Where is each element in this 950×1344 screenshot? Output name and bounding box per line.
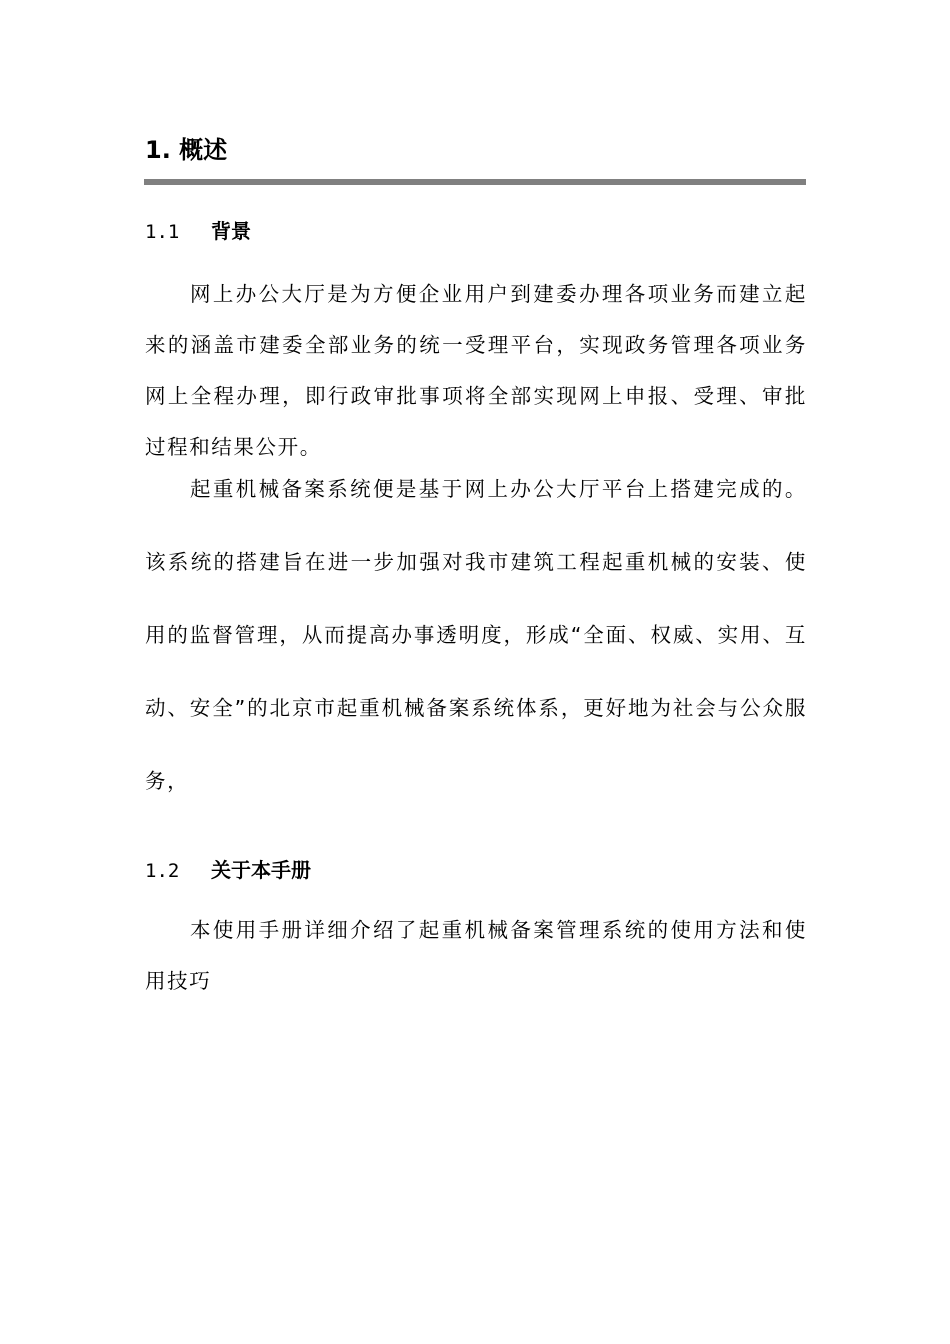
section-title: 背景 [211,219,251,243]
chapter-divider [144,179,806,185]
section-heading-background [145,217,251,246]
section-title: 关于本手册 [211,858,311,882]
section-number: 1.2 [145,860,180,882]
background-paragraph-1: 网上办公大厅是为方便企业用户到建委办理各项业务而建立起来的涵盖市建委全部业务的统一受理平台，实现政务管理各项业务网上全程办理，即行政审批事项将全部实现网上申报、受理、审批过程和结果公开。 [145,282,807,459]
chapter-title: 1. 概述 [145,136,228,164]
section-number: 1.1 [145,221,180,243]
about-manual-paragraph: 本使用手册详细介绍了起重机械备案管理系统的使用方法和使用技巧 [145,918,807,993]
background-paragraph-2: 起重机械备案系统便是基于网上办公大厅平台上搭建完成的。该系统的搭建旨在进一步加强对我市建筑工程起重机械的安装、使用的监督管理，从而提高办事透明度，形成“全面、权威、实用、互动、安全”的北京市起重机械备案系统体系，更好地为社会与公众服务， [145,477,807,793]
section-heading-about-manual [145,856,311,885]
